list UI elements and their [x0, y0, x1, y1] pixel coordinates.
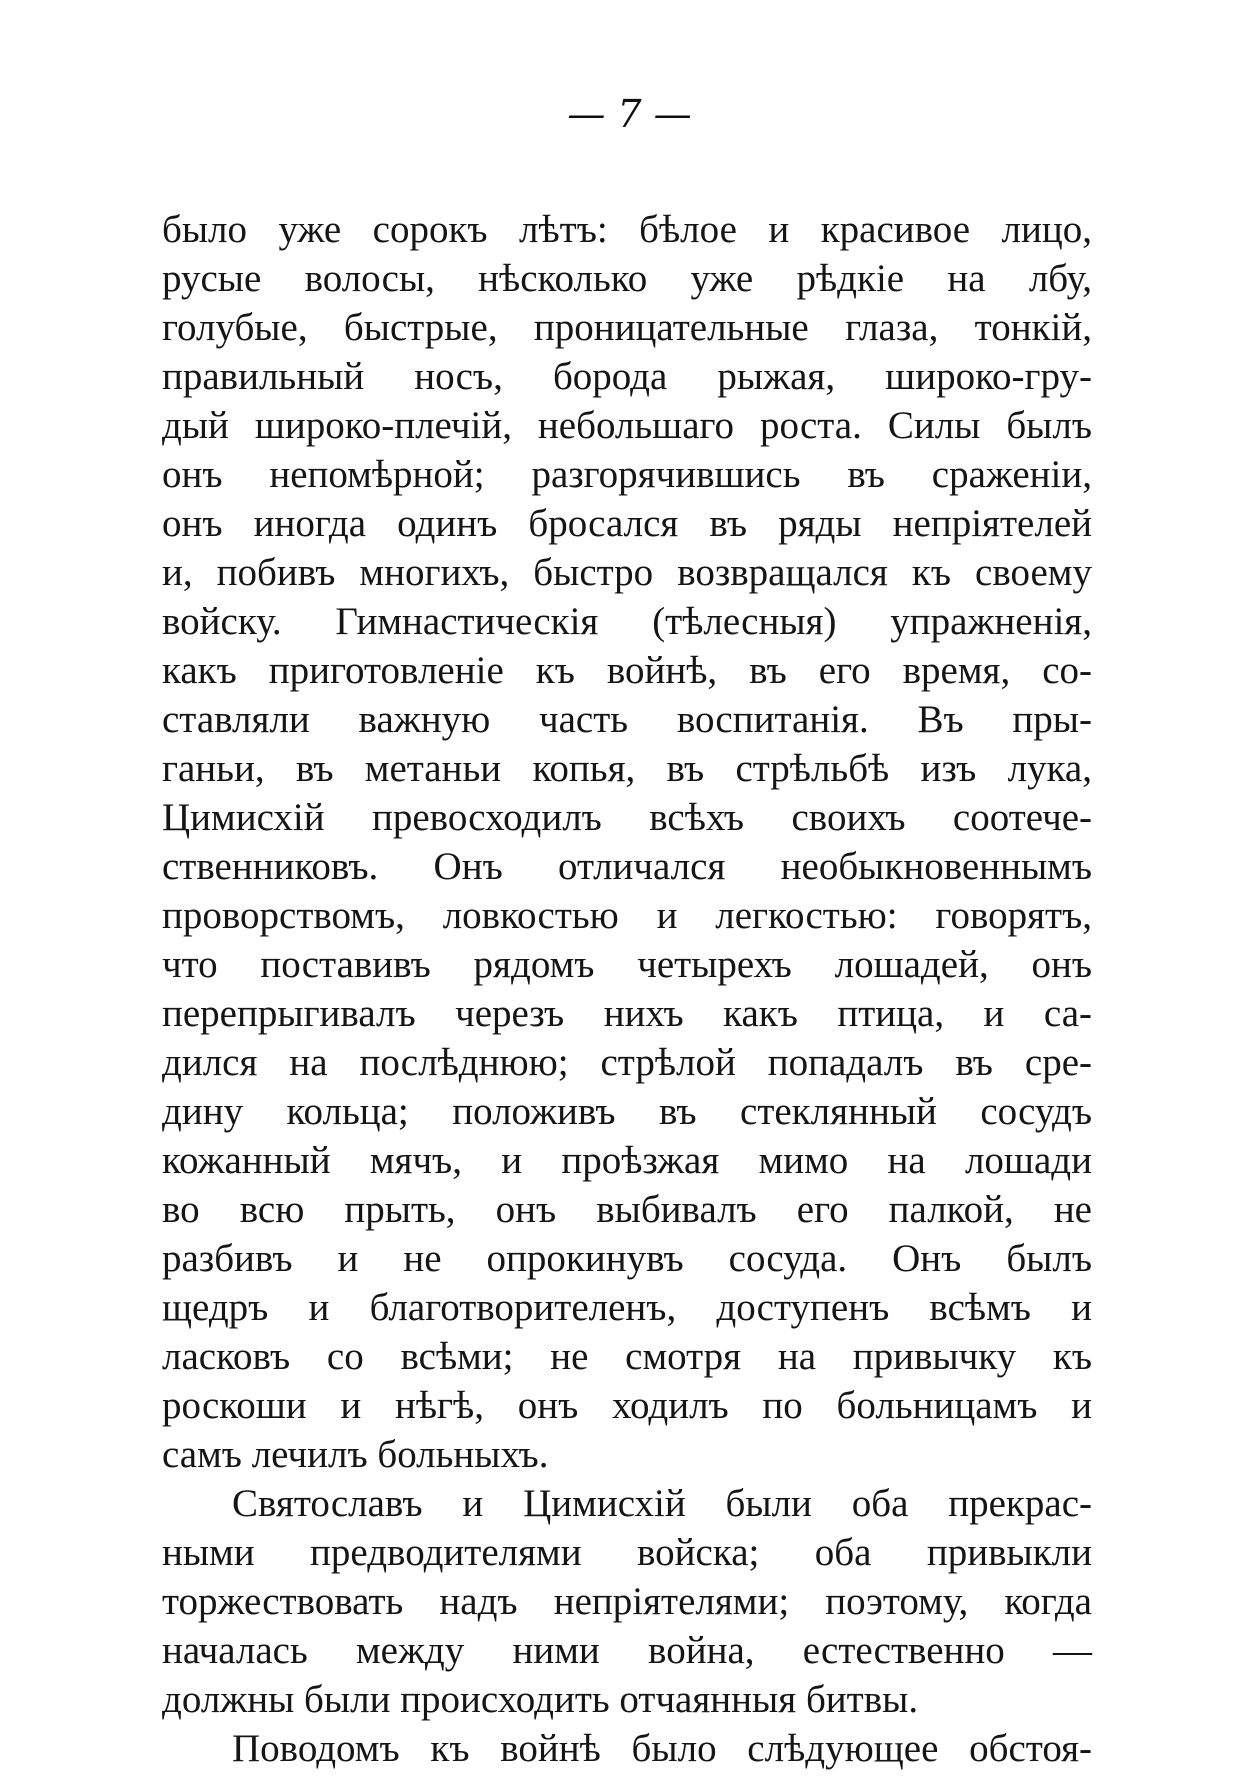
text-line: Поводомъ къ войнѣ было слѣдующее обстоя- [232, 1727, 1092, 1770]
text-line: торжествовать надъ непріятелями; поэтому, когда [162, 1580, 1092, 1623]
paragraph-3 [162, 1724, 1092, 1773]
text-line: ственниковъ. Онъ отличался необыкновеннымъ [162, 845, 1092, 888]
text-line: ставляли важную часть воспитанія. Въ пры- [162, 698, 1092, 741]
text-line: голубые, быстрые, проницательные глаза, тонкій, [162, 306, 1092, 349]
text-line: разбивъ и не опрокинувъ сосуда. Онъ былъ [162, 1237, 1092, 1280]
text-line: во всю прыть, онъ выбивалъ его палкой, не [162, 1188, 1092, 1231]
text-line: ными предводителями войска; оба привыкли [162, 1531, 1092, 1574]
text-line: что поставивъ рядомъ четырехъ лошадей, онъ [162, 943, 1092, 986]
text-line: перепрыгивалъ черезъ нихъ какъ птица, и са- [162, 992, 1092, 1035]
text-line: Святославъ и Цимисхій были оба прекрас- [232, 1482, 1092, 1525]
text-line: должны были происходить отчаянныя битвы. [162, 1678, 919, 1721]
text-line: ганьи, въ метаньи копья, въ стрѣльбѣ изъ лука, [162, 747, 1092, 790]
body-text [162, 205, 1092, 1773]
page-number: — 7 — [567, 92, 692, 136]
text-line: кожанный мячъ, и проѣзжая мимо на лошади [162, 1139, 1092, 1182]
text-line: началась между ними война, естественно — [162, 1629, 1092, 1672]
text-line: и, побивъ многихъ, быстро возвращался къ своему [162, 551, 1092, 594]
text-line: войску. Гимнастическія (тѣлесныя) упражненія, [162, 600, 1092, 643]
text-line: дился на послѣднюю; стрѣлой попадалъ въ сре- [162, 1041, 1092, 1084]
text-line: было уже сорокъ лѣтъ: бѣлое и красивое лицо, [162, 208, 1092, 251]
text-line: щедръ и благотворителенъ, доступенъ всѣмъ и [162, 1286, 1092, 1329]
text-line: роскоши и нѣгѣ, онъ ходилъ по больницамъ и [162, 1384, 1092, 1427]
text-line: правильный носъ, борода рыжая, широко-гру- [162, 355, 1092, 398]
text-line: Цимисхій превосходилъ всѣхъ своихъ соотече- [162, 796, 1092, 839]
text-line: онъ иногда одинъ бросался въ ряды непріятелей [162, 502, 1092, 545]
text-line: дину кольца; положивъ въ стеклянный сосудъ [162, 1090, 1092, 1133]
text-line: какъ приготовленіе къ войнѣ, въ его время, со- [162, 649, 1092, 692]
text-line: онъ непомѣрной; разгорячившись въ сраженіи, [162, 453, 1092, 496]
text-line: проворствомъ, ловкостью и легкостью: говорятъ, [162, 894, 1092, 937]
text-line: ласковъ со всѣми; не смотря на привычку къ [162, 1335, 1092, 1378]
text-line: самъ лечилъ больныхъ. [162, 1433, 549, 1476]
text-line: русые волосы, нѣсколько уже рѣдкіе на лбу, [162, 257, 1092, 300]
text-line: дый широко-плечій, небольшаго роста. Силы былъ [162, 404, 1092, 447]
paragraph-1 [162, 205, 1092, 1479]
paragraph-2 [162, 1479, 1092, 1724]
